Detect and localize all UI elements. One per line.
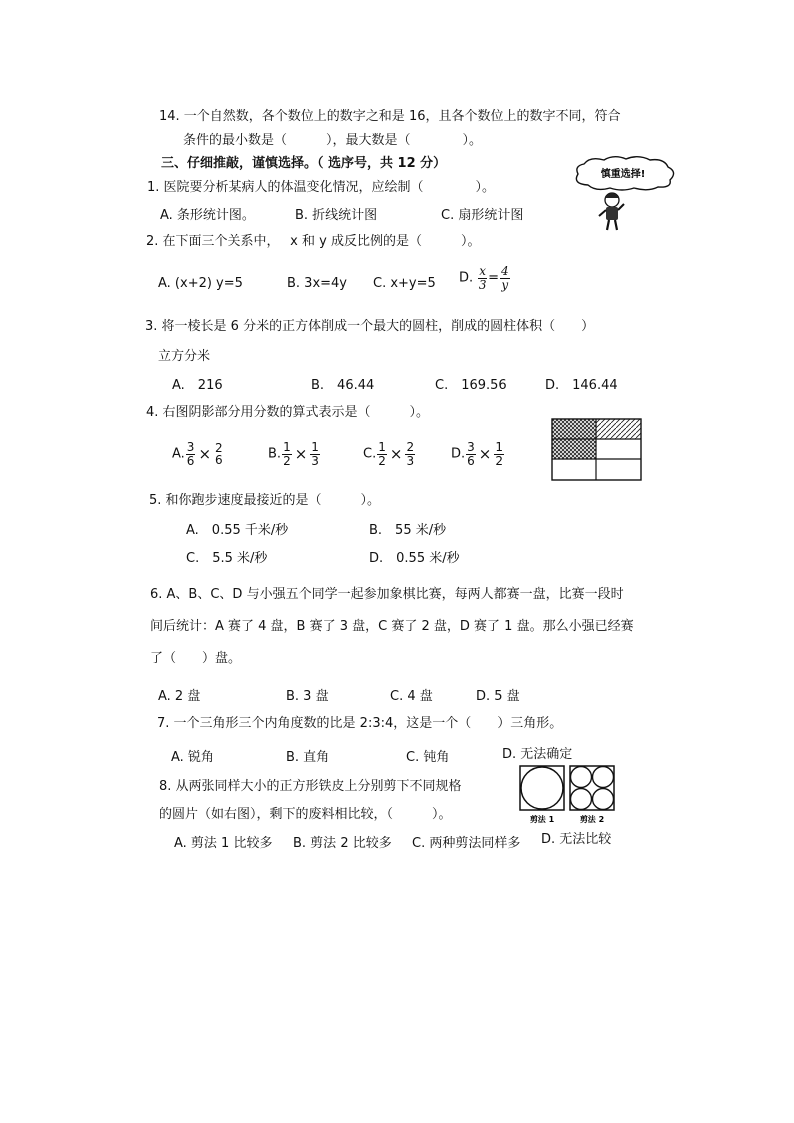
q2-option-c: C. x+y=5 xyxy=(373,276,436,291)
q2-stem: 2. 在下面三个关系中， x 和 y 成反比例的是（ ）。 xyxy=(146,234,481,249)
q6-option-b: B. 3 盘 xyxy=(286,689,329,704)
q3-option-c: C. 169.56 xyxy=(435,378,507,393)
q4-option-a: A. $\frac{3}{6}$ × 2 6 xyxy=(172,440,223,468)
q8-cutting-figure xyxy=(518,764,622,826)
times-sign: × xyxy=(294,444,308,463)
q6-option-c: C. 4 盘 xyxy=(390,689,433,704)
times-sign: × xyxy=(198,444,212,463)
q8-line1: 8. 从两张同样大小的正方形铁皮上分别剪下不同规格 xyxy=(159,779,462,794)
q2-d-label: D. xyxy=(459,270,474,286)
q3-stem: 3. 将一棱长是 6 分米的正方体削成一个最大的圆柱，削成的圆柱体积（ ） xyxy=(145,319,595,334)
q6-line3: 了（ ）盘。 xyxy=(150,651,242,666)
q6-option-d: D. 5 盘 xyxy=(476,689,520,704)
q2-option-b: B. 3x=4y xyxy=(287,276,348,291)
q1-option-b: B. 折线统计图 xyxy=(295,208,378,223)
careful-choice-sticker xyxy=(568,154,680,236)
q4-shaded-grid-figure xyxy=(551,418,643,482)
sheet-1-square xyxy=(520,766,564,810)
q3-option-b: B. 46.44 xyxy=(311,378,375,393)
q5-option-b: B. 55 米/秒 xyxy=(369,523,447,538)
q4-option-c: C. $\frac{1}{2}$ × $\frac{2}{3}$ xyxy=(363,440,415,468)
q8-option-d: D. 无法比较 xyxy=(541,832,612,847)
q8-option-b: B. 剪法 2 比较多 xyxy=(293,836,392,851)
q1-option-c: C. 扇形统计图 xyxy=(441,208,524,223)
section-title: 三、仔细推敲，谨慎选择。（ 选序号，共 12 分） xyxy=(161,156,447,171)
q2-option-d xyxy=(459,265,511,291)
q14-line1: 14. 一个自然数，各个数位上的数字之和是 16，且各个数位上的数字不同，符合 xyxy=(159,109,621,124)
fig1-caption: 剪法 1 xyxy=(529,815,555,824)
q6-option-a: A. 2 盘 xyxy=(158,689,201,704)
times-sign: × xyxy=(389,444,403,463)
q8-option-a: A. 剪法 1 比较多 xyxy=(174,836,273,851)
q2-d-numerator-2: 4 xyxy=(500,264,509,278)
q3-stem-unit: 立方分米 xyxy=(158,349,211,364)
q4-option-b: B. $\frac{1}{2}$ × $\frac{1}{3}$ xyxy=(268,440,319,468)
q2-d-denominator-1: 3 xyxy=(478,277,487,292)
q6-line1: 6. A、B、C、D 与小强五个同学一起参加象棋比赛，每两人都赛一盘，比赛一段时 xyxy=(150,587,624,602)
q5-option-a: A. 0.55 千米/秒 xyxy=(186,523,289,538)
q7-option-b: B. 直角 xyxy=(286,750,330,765)
q14-line2: 条件的最小数是（ ），最大数是（ ）。 xyxy=(183,133,483,148)
q2-d-equals: = xyxy=(488,270,499,286)
q1-stem: 1. 医院要分析某病人的体温变化情况，应绘制（ ）。 xyxy=(147,180,496,195)
q7-option-a: A. 锐角 xyxy=(171,750,214,765)
q2-d-numerator-1: x xyxy=(479,264,487,278)
q7-stem: 7. 一个三角形三个内角度数的比是 2:3:4，这是一个（ ）三角形。 xyxy=(157,716,563,731)
q8-line2: 的圆片（如右图），剩下的废料相比较，（ ）。 xyxy=(159,807,452,822)
q6-line2: 间后统计：A 赛了 4 盘，B 赛了 3 盘，C 赛了 2 盘，D 赛了 1 盘。那么小强已经赛 xyxy=(150,619,634,634)
fig2-caption: 剪法 2 xyxy=(579,815,605,824)
q3-option-d: D. 146.44 xyxy=(545,378,618,393)
cartoon-child-icon xyxy=(599,193,624,230)
q8-option-c: C. 两种剪法同样多 xyxy=(412,836,521,851)
q5-option-d: D. 0.55 米/秒 xyxy=(369,551,460,566)
times-sign: × xyxy=(478,444,492,463)
q3-option-a: A. 216 xyxy=(172,378,223,393)
q1-option-a: A. 条形统计图。 xyxy=(160,208,255,223)
q5-stem: 5. 和你跑步速度最接近的是（ ）。 xyxy=(149,493,381,508)
q2-d-denominator-2: y xyxy=(501,277,509,292)
q4-option-d: D. $\frac{3}{6}$ × $\frac{1}{2}$ xyxy=(451,440,504,468)
q2-option-a: A. (x+2) y=5 xyxy=(158,276,243,291)
q5-option-c: C. 5.5 米/秒 xyxy=(186,551,268,566)
q4-stem: 4. 右图阴影部分用分数的算式表示是（ ）。 xyxy=(146,405,430,420)
badge-text: 慎重选择! xyxy=(600,169,646,180)
q7-option-c: C. 钝角 xyxy=(406,750,450,765)
q7-option-d: D. 无法确定 xyxy=(502,747,573,762)
sheet-2-square xyxy=(570,766,614,810)
